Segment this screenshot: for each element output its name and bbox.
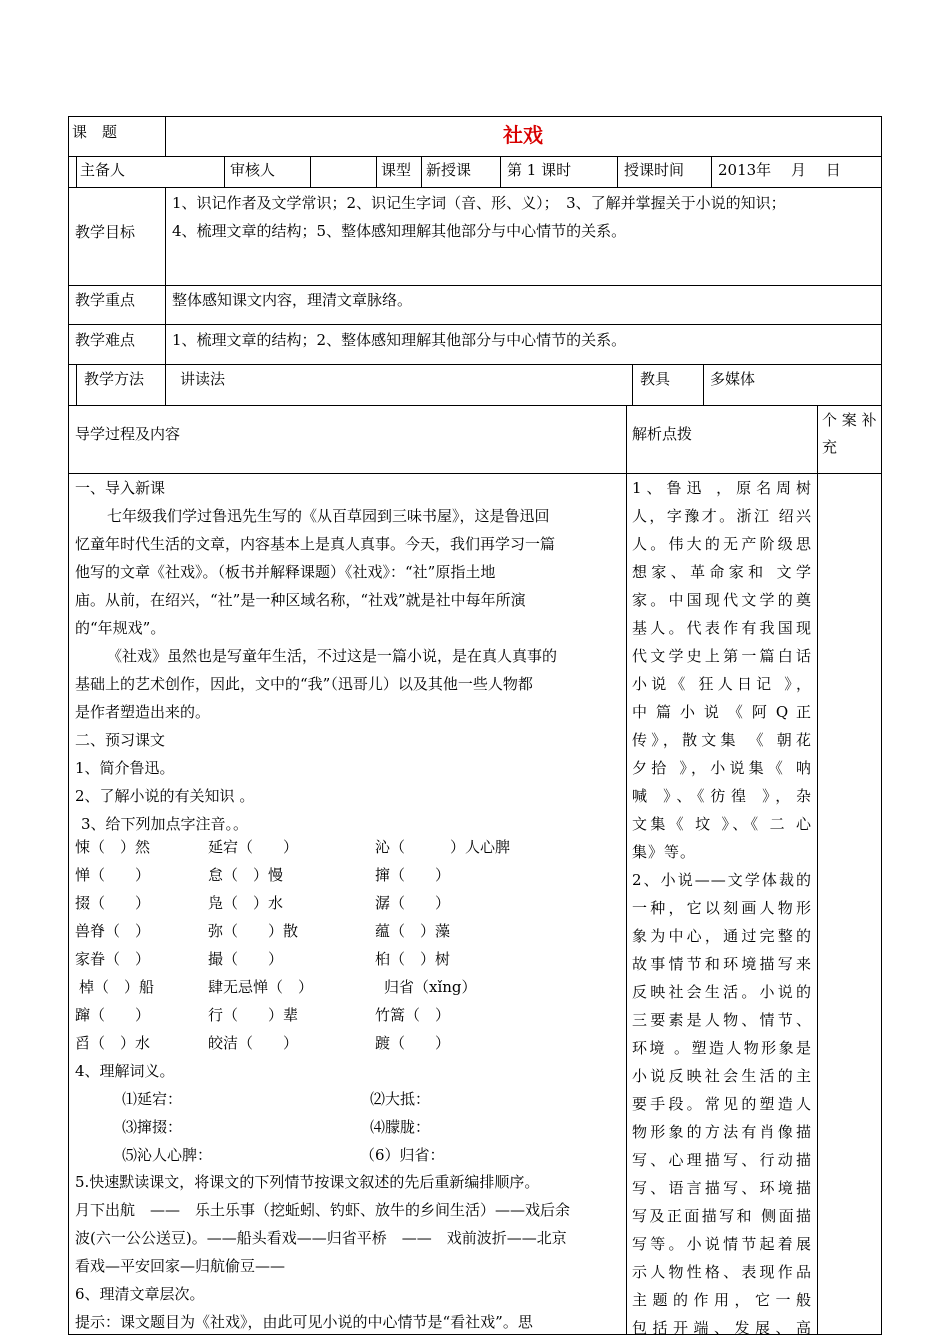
note-line: 人，字豫才。浙江 绍兴	[632, 507, 812, 525]
note-line: 示人物性格、表现作品	[632, 1263, 812, 1281]
sequence-line: 月下出航 —— 乐土乐事（挖蚯蚓、钓虾、放牛的乡间生活）——戏后余	[75, 1201, 571, 1219]
note-line: 代文学史上第一篇白话	[632, 647, 812, 665]
note-line: 1、鲁迅 ，原名周树	[632, 479, 812, 497]
pinyin-item: 踱（ ）	[375, 1034, 451, 1052]
note-line: 反映社会生活。小说的	[632, 983, 812, 1001]
note-line: 小说《 狂人日记 》，	[632, 675, 812, 693]
pinyin-item: 肆无忌惮（ ）	[208, 978, 314, 996]
pinyin-item: 撮（ ）	[208, 950, 284, 968]
note-line: 写等。小说情节起着展	[632, 1235, 812, 1253]
reviewer-label: 审核人	[230, 161, 276, 179]
vocab-item: ⑸沁人心脾：	[122, 1146, 213, 1164]
analysis-column-header: 解析点拨	[632, 425, 693, 443]
supplement-column-header-2: 充	[822, 438, 838, 456]
pinyin-item: 延宕（ ）	[208, 838, 299, 856]
pinyin-item: 归省（xǐng）	[384, 978, 477, 996]
paragraph-line: 是作者塑造出来的。	[75, 703, 211, 721]
supplement-column-header: 个 案 补	[822, 411, 877, 429]
key-points-label: 教学重点	[75, 291, 136, 309]
note-line: 集》等。	[632, 843, 697, 861]
vocab-item: ⑵大抵：	[370, 1090, 431, 1108]
pinyin-item: 皎洁（ ）	[208, 1034, 299, 1052]
vocab-item: （6）归省：	[360, 1146, 445, 1164]
list-item: 4、理解词义。	[75, 1062, 175, 1080]
note-line: 写、语言描写、环境描	[632, 1179, 812, 1197]
lesson-title: 社戏	[503, 123, 543, 147]
note-line: 人。伟大的无产阶级思	[632, 535, 812, 553]
note-line: 三要素是人物、情节、	[632, 1011, 812, 1029]
tools-label: 教具	[640, 370, 671, 388]
vocab-item: ⑷朦胧：	[370, 1118, 431, 1136]
note-line: 基人。代表作有我国现	[632, 619, 812, 637]
vocab-item: ⑶撺掇：	[122, 1118, 183, 1136]
list-item: 1、简介鲁迅。	[75, 759, 175, 777]
pinyin-item: 凫（ ）水	[208, 894, 284, 912]
list-item: 5.快速默读课文，将课文的下列情节按课文叙述的先后重新编排顺序。	[75, 1173, 540, 1191]
note-line: 夕拾 》，小说集《 呐	[632, 759, 812, 777]
teaching-time-label: 授课时间	[624, 161, 685, 179]
pinyin-item: 竹篙（ ）	[375, 1006, 451, 1024]
method-value: 讲读法	[180, 370, 226, 388]
paragraph-line: 基础上的艺术创作，因此，文中的“我”（迅哥儿）以及其他一些人物都	[75, 675, 533, 693]
pinyin-item: 蹿（ ）	[75, 1006, 151, 1024]
note-line: 环境 。塑造人物形象是	[632, 1039, 812, 1057]
difficulty-text: 1、梳理文章的结构；2、整体感知理解其他部分与中心情节的关系。	[172, 331, 627, 349]
goals-label: 教学目标	[75, 223, 136, 241]
paragraph-line: 的“年规戏”。	[75, 619, 166, 637]
pinyin-item: 棹（ ）船	[79, 978, 155, 996]
note-line: 想家、革命家和 文学	[632, 563, 812, 581]
pinyin-item: 潺（ ）	[375, 894, 451, 912]
paragraph-line: 《社戏》虽然也是写童年生活，不过这是一篇小说，是在真人真事的	[107, 647, 558, 665]
vocab-item: ⑴延宕：	[122, 1090, 183, 1108]
pinyin-item: 沁（ ）人心脾	[375, 838, 511, 856]
note-line: 喊 》、《彷徨 》，杂	[632, 787, 812, 805]
pinyin-item: 兽脊（ ）	[75, 922, 151, 940]
process-column-header: 导学过程及内容	[75, 425, 181, 443]
paragraph-line: 庙。从前，在绍兴，“社”是一种区域名称，“社戏”就是社中每年所演	[75, 591, 526, 609]
pinyin-item: 舀（ ）水	[75, 1034, 151, 1052]
list-item: 3、给下列加点字注音。。	[81, 815, 249, 833]
section-heading: 二、预习课文	[75, 731, 166, 749]
topic-label: 课 题	[72, 123, 118, 141]
teaching-date: 2013年 月 日	[718, 161, 841, 179]
paragraph-line: 忆童年时代生活的文章，内容基本上是真人真事。今天，我们再学习一篇	[75, 535, 556, 553]
note-line: 2、小说——文学体裁的	[632, 871, 812, 889]
section-heading: 一、导入新课	[75, 479, 166, 497]
pinyin-item: 撺（ ）	[375, 866, 451, 884]
guide-content	[75, 474, 623, 838]
paragraph-line: 七年级我们学过鲁迅先生写的《从百草园到三味书屋》，这是鲁迅回	[107, 507, 550, 525]
note-line: 写及正面描写和 侧面描	[632, 1207, 812, 1225]
goals-line-2: 4、梳理文章的结构；5、整体感知理解其他部分与中心情节的关系。	[172, 222, 627, 240]
pinyin-item: 蕴（ ）藻	[375, 922, 451, 940]
pinyin-item: 桕（ ）树	[375, 950, 451, 968]
note-line: 要手段。常见的塑造人	[632, 1095, 812, 1113]
note-line: 主题的作用，它一般	[632, 1291, 812, 1309]
pinyin-item: 掇（ ）	[75, 894, 151, 912]
pinyin-item: 家眷（ ）	[75, 950, 151, 968]
tip-line: 提示：课文题目为《社戏》，由此可见小说的中心情节是“看社戏”。思	[75, 1313, 533, 1331]
pinyin-item: 弥（ ）散	[208, 922, 299, 940]
note-line: 小说反映社会生活的主	[632, 1067, 812, 1085]
note-line: 写、心理描写、行动描	[632, 1151, 812, 1169]
pinyin-item: 怠（ ）慢	[208, 866, 284, 884]
lesson-type-value: 新授课	[426, 161, 472, 179]
method-label: 教学方法	[84, 370, 145, 388]
note-line: 故事情节和环境描写来	[632, 955, 812, 973]
pinyin-item: 悚（ ）然	[75, 838, 151, 856]
pinyin-item: 惮（ ）	[75, 866, 151, 884]
note-line: 包括开端、发展、高	[632, 1319, 812, 1337]
period-value: 第 1 课时	[507, 161, 572, 179]
difficulty-label: 教学难点	[75, 331, 136, 349]
list-item: 6、理清文章层次。	[75, 1285, 205, 1303]
note-line: 中 篇 小 说 《 阿 Q 正	[632, 703, 812, 721]
sequence-exercise	[75, 1168, 623, 1336]
sequence-line: 看戏—平安回家—归航偷豆——	[75, 1257, 286, 1275]
pinyin-item: 行（ ）辈	[208, 1006, 299, 1024]
list-item: 2、了解小说的有关知识 。	[75, 787, 255, 805]
note-line: 象为中心，通过完整的	[632, 927, 812, 945]
tools-value: 多媒体	[710, 370, 756, 388]
analysis-notes	[632, 474, 812, 1342]
paragraph-line: 他写的文章《社戏》。（板书并解释课题）《社戏》：“社”原指土地	[75, 563, 496, 581]
note-line: 一种，它以刻画人物形	[632, 899, 812, 917]
note-line: 家。中国现代文学的奠	[632, 591, 812, 609]
lesson-type-label: 课型	[381, 161, 412, 179]
note-line: 物形象的方法有肖像描	[632, 1123, 812, 1141]
goals-line-1: 1、识记作者及文学常识；2、识记生字词（音、形、义）； 3、了解并掌握关于小说的知识；	[172, 194, 786, 212]
note-line: 文集《 坟 》、《 二 心	[632, 815, 812, 833]
key-points-text: 整体感知课文内容，理清文章脉络。	[172, 291, 413, 309]
lead-preparer-label: 主备人	[80, 161, 126, 179]
note-line: 传》，散文集 《 朝花	[632, 731, 812, 749]
sequence-line: 波(六一公公送豆)。——船头看戏——归省平桥 —— 戏前波折——北京	[75, 1229, 567, 1247]
